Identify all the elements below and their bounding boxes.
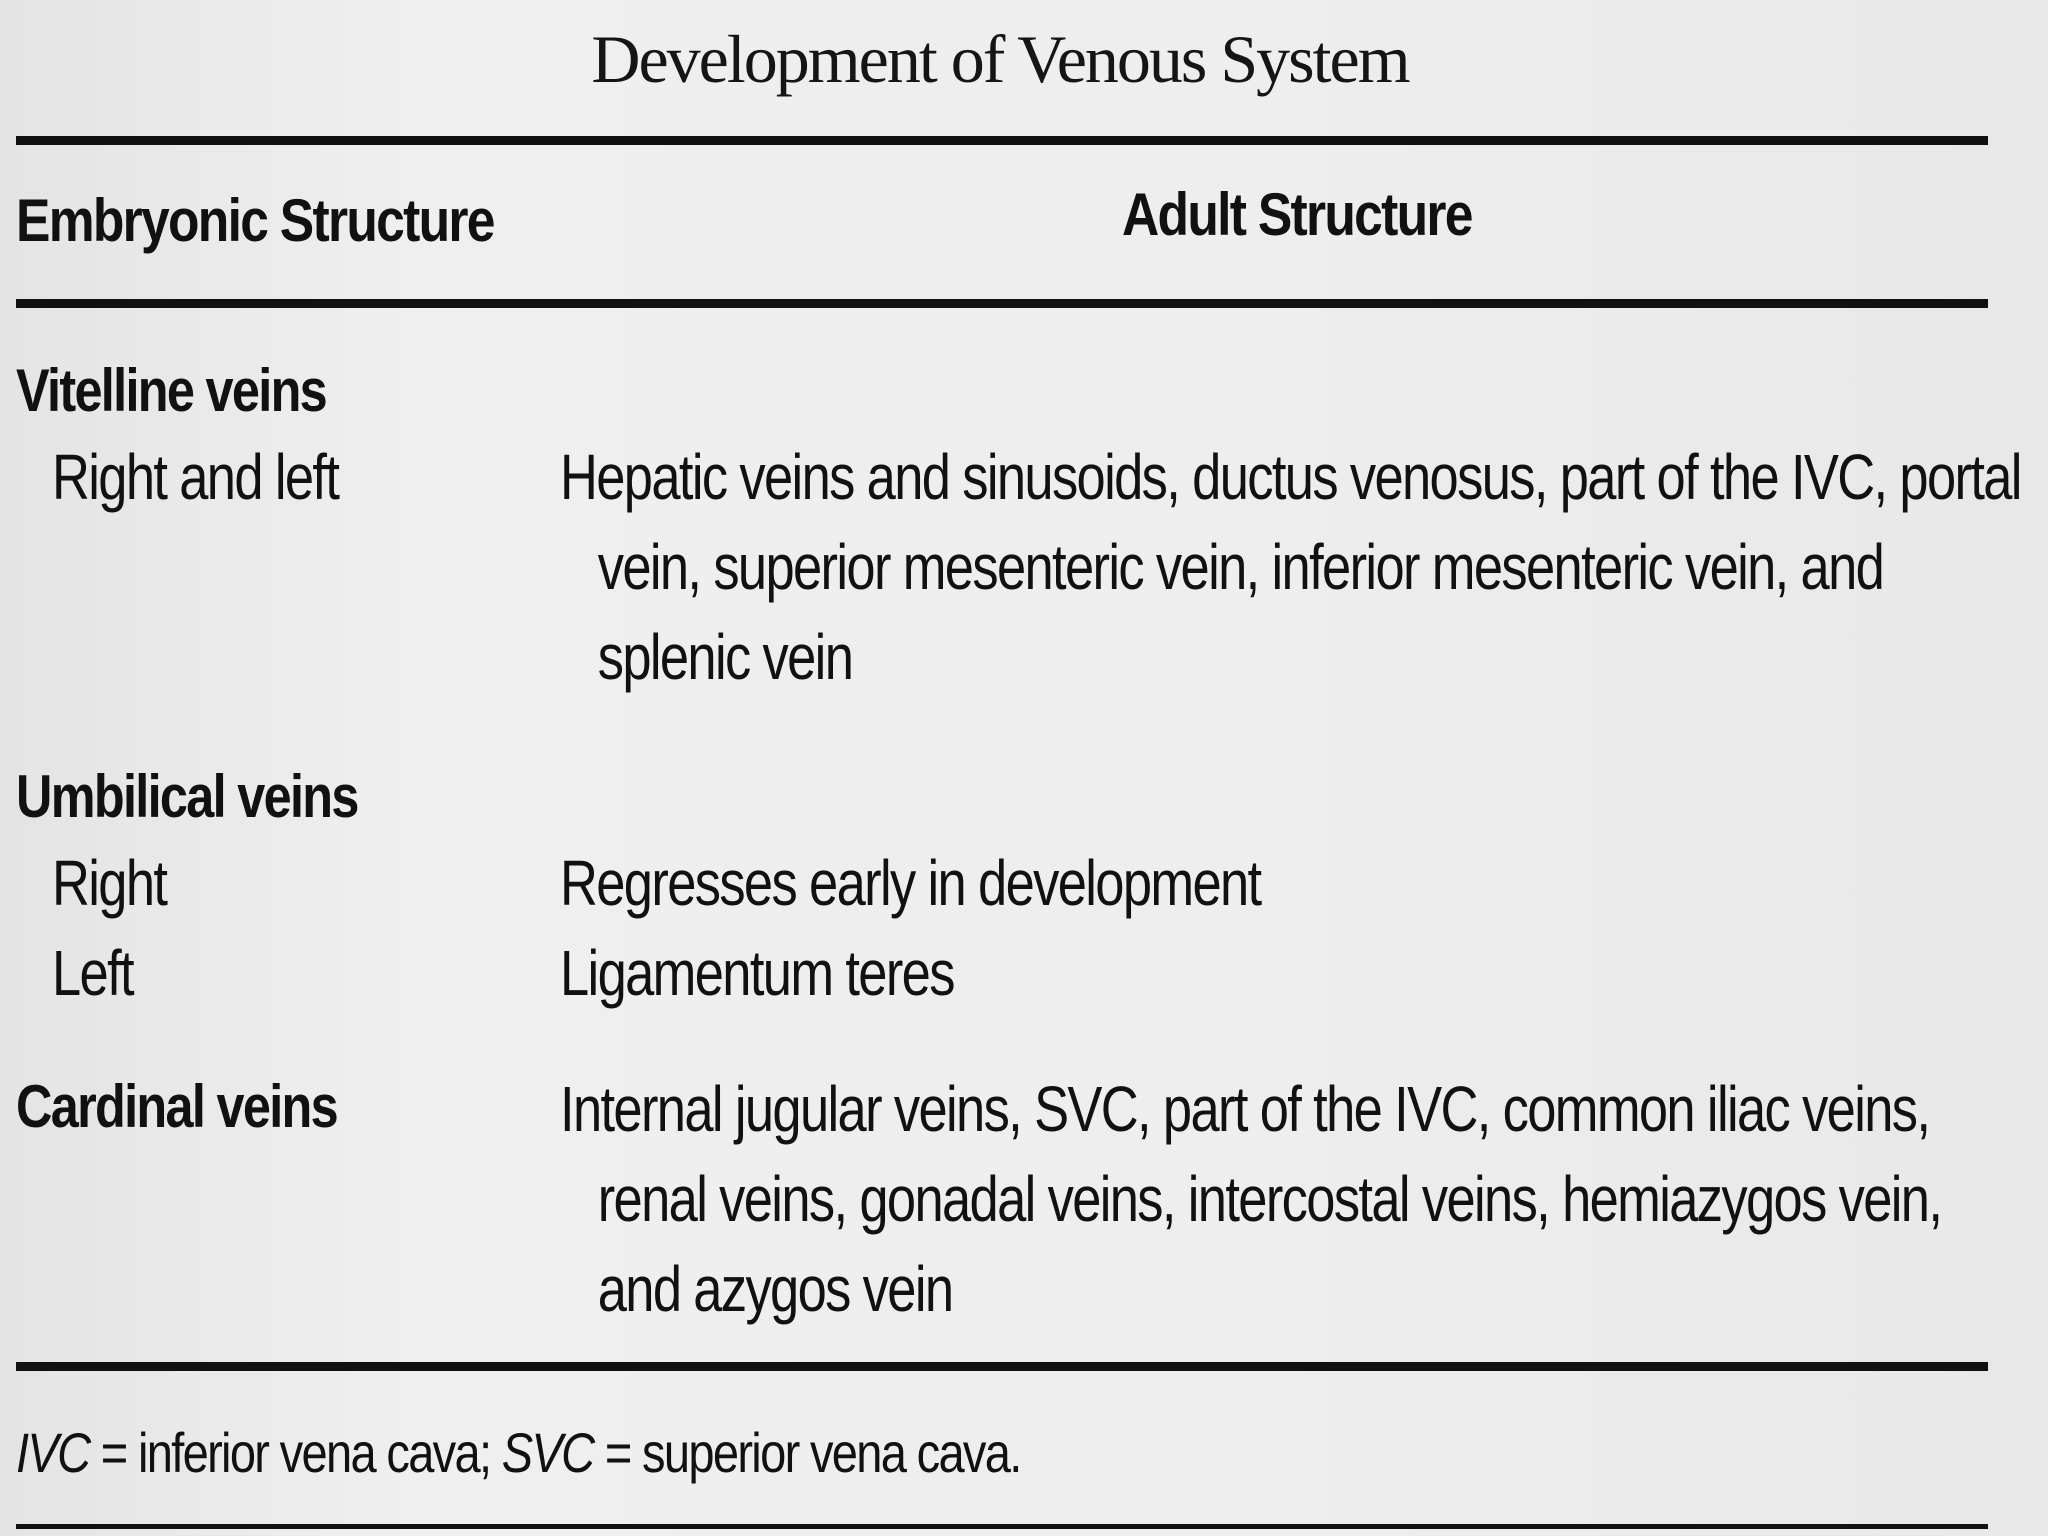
page-bottom-rule xyxy=(16,1524,1988,1529)
table-title: Development of Venous System xyxy=(591,21,1409,97)
adult-structure-umbilical-right: Regresses early in development xyxy=(560,847,1261,919)
adult-structure-cardinal: Internal jugular veins, SVC, part of the IVC, common iliac veins, renal veins, gonadal veins, intercostal veins, hemiazygos vein, and azygos vein xyxy=(560,1073,1942,1325)
group-umbilical-veins: Umbilical veins xyxy=(16,763,358,830)
row-label-umbilical-left: Left xyxy=(52,937,133,1009)
header-rule xyxy=(16,299,1988,308)
footnote-abbr-svc: SVC xyxy=(501,1421,594,1484)
adult-structure-umbilical-left: Ligamentum teres xyxy=(560,937,954,1009)
bottom-rule xyxy=(16,1362,1988,1371)
footnote xyxy=(16,1420,1021,1485)
row-label-vitelline-right-and-left: Right and left xyxy=(52,441,339,513)
row-label-umbilical-right: Right xyxy=(52,847,167,919)
adult-structure-vitelline: Hepatic veins and sinusoids, ductus venosus, part of the IVC, portal vein, superior mesenteric vein, inferior mesenteric vein, and splenic vein xyxy=(560,441,2021,693)
footnote-def-svc: = superior vena cava. xyxy=(593,1421,1021,1484)
column-header-adult: Adult Structure xyxy=(1122,181,1472,248)
footnote-def-ivc: = inferior vena cava; xyxy=(89,1421,502,1484)
top-rule xyxy=(16,136,1988,145)
column-header-embryonic: Embryonic Structure xyxy=(16,187,494,254)
group-cardinal-veins: Cardinal veins xyxy=(16,1073,338,1140)
group-vitelline-veins: Vitelline veins xyxy=(16,357,327,424)
footnote-abbr-ivc: IVC xyxy=(16,1421,90,1484)
